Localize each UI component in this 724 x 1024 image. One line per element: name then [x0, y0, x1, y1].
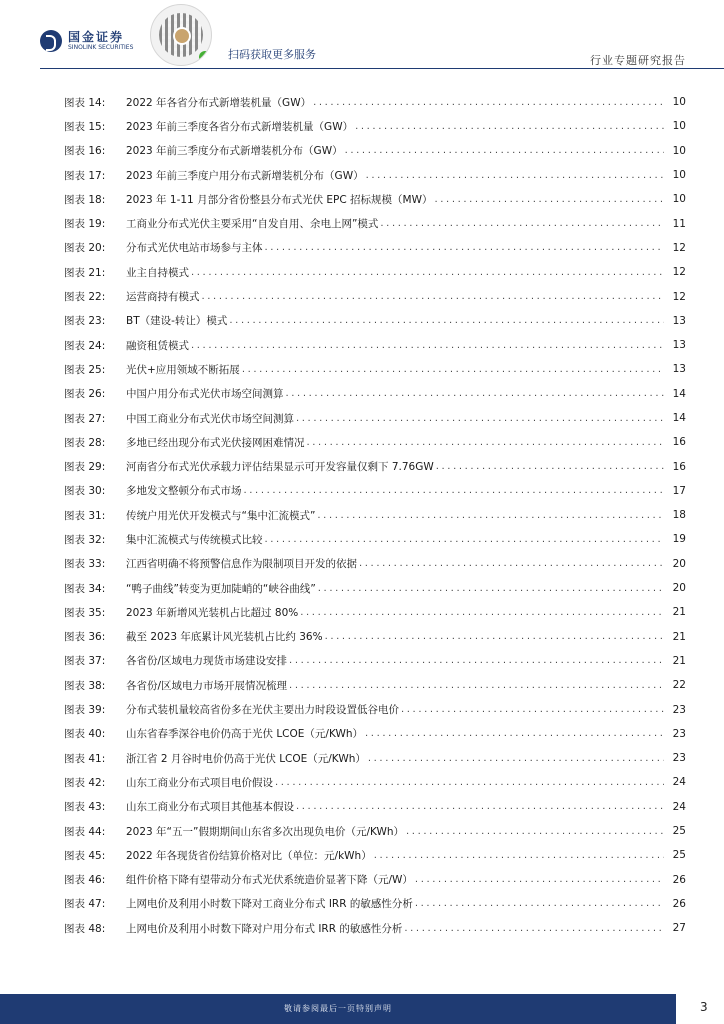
toc-entry-page: 13	[672, 314, 686, 327]
toc-entry-label: 图表 35:	[64, 606, 106, 619]
toc-entry-page: 26	[672, 873, 686, 886]
toc-entry-label: 图表 16:	[64, 145, 106, 158]
toc-entry-title: 河南省分布式光伏承载力评估结果显示可开发容量仅剩下 7.76GW	[126, 461, 434, 474]
toc-leader-dots	[244, 485, 665, 496]
toc-entry-page: 10	[672, 193, 686, 206]
toc-entry-page: 10	[672, 120, 686, 133]
toc-entry-page: 25	[672, 849, 686, 862]
toc-entry[interactable]	[64, 795, 686, 819]
toc-entry[interactable]	[64, 576, 686, 600]
toc-entry-label: 图表 48:	[64, 922, 106, 935]
toc-entry-label: 图表 22:	[64, 291, 106, 304]
toc-entry-title: 2023 年前三季度各省分布式新增装机量（GW）	[126, 120, 354, 133]
toc-entry-title: 山东省春季深谷电价仍高于光伏 LCOE（元/KWh）	[126, 728, 364, 741]
toc-entry-page: 21	[672, 630, 686, 643]
toc-leader-dots	[365, 728, 664, 739]
toc-entry-label: 图表 34:	[64, 582, 106, 595]
toc-entry[interactable]	[64, 260, 686, 284]
toc-leader-dots	[406, 826, 664, 837]
toc-entry[interactable]	[64, 527, 686, 551]
qr-code-icon[interactable]	[150, 4, 212, 66]
toc-leader-dots	[313, 97, 664, 108]
toc-entry-title: 2023 年“五一”假期期间山东省多次出现负电价（元/KWh）	[126, 825, 405, 838]
toc-entry-title: 2023 年 1-11 月部分省份整县分布式光伏 EPC 招标规模（MW）	[126, 193, 433, 206]
toc-entry[interactable]	[64, 187, 686, 211]
toc-entry-label: 图表 44:	[64, 825, 106, 838]
toc-leader-dots	[434, 194, 664, 205]
toc-entry-label: 图表 40:	[64, 728, 106, 741]
toc-entry-title: 2023 年前三季度户用分布式新增装机分布（GW）	[126, 169, 364, 182]
toc-entry-page: 20	[672, 557, 686, 570]
toc-entry-page: 19	[672, 533, 686, 546]
toc-entry-label: 图表 21:	[64, 266, 106, 279]
toc-leader-dots	[242, 364, 664, 375]
toc-entry-title: 各省份/区域电力现货市场建设安排	[126, 655, 288, 668]
toc-entry-page: 10	[672, 144, 686, 157]
wechat-badge-icon	[199, 51, 211, 63]
toc-leader-dots	[265, 242, 665, 253]
toc-entry-label: 图表 28:	[64, 436, 106, 449]
toc-leader-dots	[296, 413, 664, 424]
toc-entry[interactable]	[64, 236, 686, 260]
toc-entry-page: 23	[672, 727, 686, 740]
toc-entry[interactable]	[64, 333, 686, 357]
toc-entry-title: 2022 年各省分布式新增装机量（GW）	[126, 96, 312, 109]
toc-entry-page: 24	[672, 776, 686, 789]
toc-entry-label: 图表 29:	[64, 461, 106, 474]
toc-leader-dots	[404, 923, 664, 934]
toc-entry-page: 26	[672, 897, 686, 910]
toc-entry[interactable]	[64, 139, 686, 163]
toc-leader-dots	[374, 850, 664, 861]
toc-entry-title: 分布式光伏电站市场参与主体	[126, 242, 263, 255]
toc-leader-dots	[415, 874, 664, 885]
toc-entry-page: 12	[672, 241, 686, 254]
toc-leader-dots	[296, 801, 664, 812]
toc-entry[interactable]	[64, 430, 686, 454]
toc-entry-label: 图表 46:	[64, 874, 106, 887]
toc-entry[interactable]	[64, 479, 686, 503]
toc-entry-page: 14	[672, 412, 686, 424]
toc-entry-label: 图表 15:	[64, 120, 106, 133]
toc-entry-page: 17	[672, 484, 686, 497]
toc-leader-dots	[191, 340, 664, 351]
company-logo	[40, 30, 133, 52]
toc-leader-dots	[202, 291, 665, 302]
toc-entry-label: 图表 43:	[64, 801, 106, 814]
toc-entry-page: 21	[672, 654, 686, 667]
toc-entry-page: 12	[672, 266, 686, 279]
toc-entry-page: 21	[672, 606, 686, 619]
toc-leader-dots	[275, 777, 664, 788]
toc-entry-title: 上网电价及利用小时数下降对户用分布式 IRR 的敏感性分析	[126, 922, 403, 935]
toc-entry[interactable]	[64, 819, 686, 843]
toc-entry-label: 图表 30:	[64, 485, 106, 498]
toc-leader-dots	[325, 631, 664, 642]
toc-entry[interactable]	[64, 722, 686, 746]
toc-entry[interactable]	[64, 625, 686, 649]
toc-entry-label: 图表 24:	[64, 339, 106, 352]
toc-entry-title: 业主自持模式	[126, 266, 189, 279]
toc-entry-title: 中国户用分布式光伏市场空间测算	[126, 388, 284, 401]
toc-entry[interactable]	[64, 868, 686, 892]
header-divider	[40, 68, 724, 69]
toc-entry-label: 图表 38:	[64, 679, 106, 692]
toc-entry-page: 10	[672, 169, 686, 182]
toc-leader-dots	[265, 534, 665, 545]
toc-leader-dots	[289, 680, 664, 691]
toc-entry-title: 江西省明确不将预警信息作为限制项目开发的依据	[126, 558, 357, 571]
logo-name-en: SINOLINK SECURITIES	[68, 44, 134, 51]
toc-leader-dots	[191, 267, 664, 278]
toc-entry-label: 图表 26:	[64, 388, 106, 401]
toc-entry-page: 27	[672, 922, 686, 935]
toc-entry-page: 11	[672, 217, 686, 230]
toc-leader-dots	[317, 510, 664, 521]
page-footer	[0, 994, 724, 1024]
toc-entry[interactable]	[64, 382, 686, 406]
toc-entry-title: BT（建设-转让）模式	[126, 315, 228, 328]
toc-leader-dots	[401, 704, 664, 715]
logo-name-cn: 国金证券	[68, 30, 125, 44]
toc-entry-page: 23	[672, 752, 686, 765]
toc-entry[interactable]	[64, 552, 686, 576]
toc-entry[interactable]	[64, 503, 686, 527]
toc-entry-title: 2023 年前三季度分布式新增装机分布（GW）	[126, 145, 343, 158]
toc-entry-title: 2022 年各现货省份结算价格对比（单位：元/kWh）	[126, 849, 372, 862]
toc-leader-dots	[286, 388, 665, 399]
page-number: 3	[700, 1000, 708, 1014]
footer-disclaimer: 敬请参阅最后一页特别声明	[284, 1004, 392, 1013]
toc-entry[interactable]	[64, 357, 686, 381]
toc-entry-title: 光伏+应用领域不断拓展	[126, 363, 240, 376]
toc-entry-label: 图表 41:	[64, 752, 106, 765]
toc-entry-title: “鸭子曲线”转变为更加陡峭的“峡谷曲线”	[126, 582, 316, 595]
toc-entry-title: 组件价格下降有望带动分布式光伏系统造价显著下降（元/W）	[126, 874, 413, 887]
toc-entry[interactable]	[64, 406, 686, 430]
toc-leader-dots	[318, 583, 664, 594]
toc-leader-dots	[355, 121, 664, 132]
toc-entry[interactable]	[64, 649, 686, 673]
toc-entry-title: 山东工商业分布式项目电价假设	[126, 776, 273, 789]
toc-entry-page: 16	[672, 436, 686, 449]
toc-entry[interactable]	[64, 892, 686, 916]
toc-entry-page: 22	[672, 679, 686, 692]
toc-entry[interactable]	[64, 90, 686, 114]
toc-leader-dots	[307, 437, 665, 448]
toc-leader-dots	[359, 558, 664, 569]
toc-entry[interactable]	[64, 746, 686, 770]
toc-entry-label: 图表 32:	[64, 533, 106, 546]
toc-entry-page: 25	[672, 825, 686, 838]
toc-entry-page: 24	[672, 800, 686, 813]
toc-entry-title: 上网电价及利用小时数下降对工商业分布式 IRR 的敏感性分析	[126, 898, 413, 911]
toc-entry-title: 多地发文整顿分布式市场	[126, 485, 242, 498]
toc-entry-label: 图表 19:	[64, 218, 106, 231]
toc-entry[interactable]	[64, 284, 686, 308]
toc-entry-title: 工商业分布式光伏主要采用“自发自用、余电上网”模式	[126, 218, 379, 231]
toc-entry-label: 图表 23:	[64, 315, 106, 328]
toc-leader-dots	[436, 461, 664, 472]
toc-leader-dots	[415, 898, 664, 909]
toc-entry-label: 图表 20:	[64, 242, 106, 255]
report-type-label: 行业专题研究报告	[590, 54, 686, 67]
figure-index	[64, 90, 686, 940]
toc-entry-title: 集中汇流模式与传统模式比较	[126, 533, 263, 546]
toc-entry-label: 图表 36:	[64, 631, 106, 644]
toc-entry-label: 图表 37:	[64, 655, 106, 668]
toc-entry-title: 截至 2023 年底累计风光装机占比约 36%	[126, 631, 323, 644]
toc-entry-page: 16	[672, 460, 686, 473]
toc-entry-title: 2023 年新增风光装机占比超过 80%	[126, 606, 299, 619]
toc-entry-label: 图表 47:	[64, 898, 106, 911]
toc-entry-title: 传统户用光伏开发模式与“集中汇流模式”	[126, 509, 316, 522]
toc-entry-title: 各省份/区域电力市场开展情况梳理	[126, 679, 288, 692]
toc-entry-title: 多地已经出现分布式光伏接网困难情况	[126, 436, 305, 449]
toc-entry-page: 18	[672, 509, 686, 522]
toc-entry-label: 图表 25:	[64, 363, 106, 376]
toc-entry[interactable]	[64, 309, 686, 333]
toc-entry-label: 图表 33:	[64, 558, 106, 571]
toc-entry-label: 图表 17:	[64, 169, 106, 182]
toc-entry[interactable]	[64, 843, 686, 867]
scan-prompt: 扫码获取更多服务	[228, 48, 316, 61]
toc-entry-label: 图表 27:	[64, 412, 106, 425]
logo-icon	[40, 30, 62, 52]
toc-leader-dots	[229, 315, 664, 326]
toc-entry-page: 23	[672, 703, 686, 716]
toc-entry-page: 12	[672, 290, 686, 303]
toc-entry-title: 山东工商业分布式项目其他基本假设	[126, 801, 294, 814]
page-header	[0, 0, 724, 68]
toc-entry-title: 分布式装机量较高省份多在光伏主要出力时段设置低谷电价	[126, 704, 399, 717]
toc-entry-page: 13	[672, 339, 686, 352]
toc-entry[interactable]	[64, 770, 686, 794]
toc-entry[interactable]	[64, 916, 686, 940]
toc-entry[interactable]	[64, 600, 686, 624]
toc-entry-label: 图表 31:	[64, 509, 106, 522]
toc-entry[interactable]	[64, 673, 686, 697]
footer-bar	[0, 994, 676, 1024]
toc-entry-label: 图表 45:	[64, 849, 106, 862]
toc-leader-dots	[366, 170, 664, 181]
toc-entry-title: 融资租赁模式	[126, 339, 189, 352]
toc-entry-page: 20	[672, 582, 686, 595]
toc-leader-dots	[300, 607, 664, 618]
toc-entry[interactable]	[64, 114, 686, 138]
toc-entry-label: 图表 14:	[64, 96, 106, 109]
toc-entry[interactable]	[64, 211, 686, 235]
toc-entry[interactable]	[64, 454, 686, 478]
toc-leader-dots	[345, 145, 664, 156]
toc-entry-title: 浙江省 2 月谷时电价仍高于光伏 LCOE（元/KWh）	[126, 752, 366, 765]
toc-entry-page: 10	[672, 96, 686, 109]
toc-leader-dots	[289, 655, 664, 666]
toc-entry-label: 图表 39:	[64, 704, 106, 717]
toc-entry-label: 图表 42:	[64, 776, 106, 789]
toc-leader-dots	[368, 753, 664, 764]
toc-entry[interactable]	[64, 163, 686, 187]
toc-entry-page: 13	[672, 363, 686, 376]
toc-entry[interactable]	[64, 697, 686, 721]
toc-entry-label: 图表 18:	[64, 193, 106, 206]
toc-leader-dots	[380, 218, 664, 229]
toc-entry-title: 中国工商业分布式光伏市场空间测算	[126, 412, 294, 425]
toc-entry-page: 14	[672, 387, 686, 400]
toc-entry-title: 运营商持有模式	[126, 291, 200, 304]
